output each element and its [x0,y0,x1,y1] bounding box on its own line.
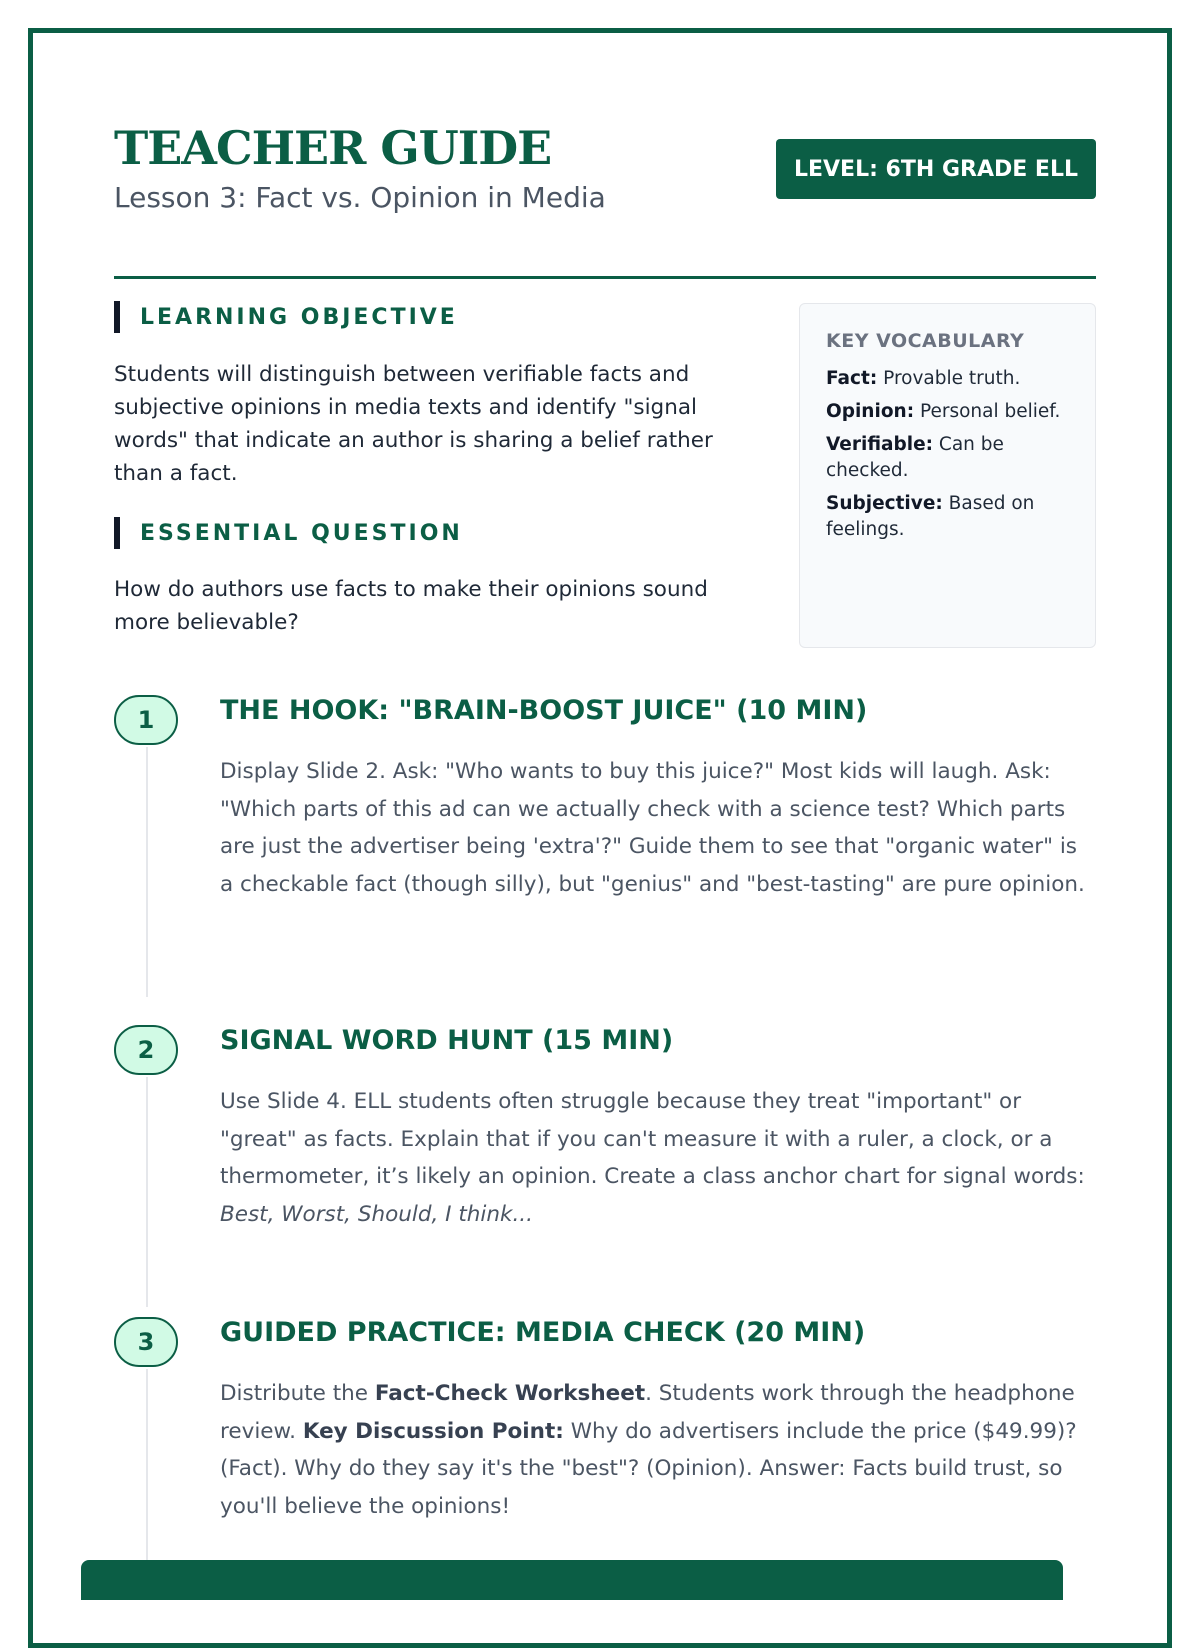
vocab-item [826,432,1069,484]
vocabulary-title: KEY VOCABULARY [826,330,1025,352]
step-number-badge: 1 [114,695,178,745]
learning-objective-text: Students will distinguish between verifiable facts and subjective opinions in media texts and identify "signal words" that indicate an author is sharing a belief rather than a fact. [114,362,713,486]
learning-objective-label: LEARNING OBJECTIVE [114,301,458,333]
timeline-line [146,747,148,997]
key-vocabulary-box [799,303,1096,648]
step-body-text: . Students work through the headphone review. [220,1381,1075,1444]
step-body-text: Distribute the [220,1381,375,1406]
step-title: SIGNAL WORD HUNT (15 MIN) [220,1025,674,1056]
header [114,121,1096,281]
essential-question-label: ESSENTIAL QUESTION [114,517,463,549]
essential-question-text: How do authors use facts to make their opinions sound more believable? [114,577,708,635]
vocab-definition: Provable truth. [877,368,1021,389]
page-title: TEACHER GUIDE [114,121,552,175]
level-badge: LEVEL: 6TH GRADE ELL [776,139,1096,199]
step-title: THE HOOK: "BRAIN-BOOST JUICE" (10 MIN) [220,695,868,726]
vocab-definition: Based on feelings. [826,493,1035,540]
vocab-term: Fact: [826,368,878,389]
vocab-term: Opinion: [826,401,915,422]
vocab-term: Verifiable: [826,434,934,455]
discussion-point-label: Key Discussion Point: [302,1418,564,1444]
header-divider [114,276,1096,279]
vocab-item [826,399,1069,425]
vocab-definition: Personal belief. [914,401,1061,422]
step-body: Display Slide 2. Ask: "Who wants to buy this juice?" Most kids will laugh. Ask: "Which parts of this ad can we actually check with a science test? Which parts are just the advertiser being 'extra'?" Guide them to see that "organic water" is a checkable fact (though silly), but "genius" and "best-tasting" are pure opinion. [220,759,1085,897]
step-number-badge: 3 [114,1317,178,1367]
worksheet-name: Fact-Check Worksheet [374,1381,646,1406]
signal-words-example: Best, Worst, Should, I think... [220,1201,533,1227]
vocab-item [826,491,1069,543]
vocab-definition: Can be checked. [826,434,1004,481]
step-body [220,1375,1096,1525]
timeline-line [146,1077,148,1307]
lesson-subtitle: Lesson 3: Fact vs. Opinion in Media [114,181,606,214]
vocab-item [826,366,1069,392]
footer-bar [81,1560,1063,1600]
step-body-text: Use Slide 4. ELL students often struggle because they treat "important" or "great" as facts. Explain that if you can't measure it with a ruler, a clock, or a thermometer, it’s likely an opinion. Create a class anchor chart for signal words: [220,1089,1085,1189]
teacher-guide-page [28,28,1172,1648]
step-title: GUIDED PRACTICE: MEDIA CHECK (20 MIN) [220,1317,866,1348]
step-body-text: Why do advertisers include the price ($49.99)? (Fact). Why do they say it's the "best"? (Opinion). Answer: Facts build trust, so you'll believe the opinions! [220,1418,1077,1519]
step-number-badge: 2 [114,1025,178,1075]
vocab-term: Subjective: [826,493,943,514]
step-body [220,1083,1096,1233]
